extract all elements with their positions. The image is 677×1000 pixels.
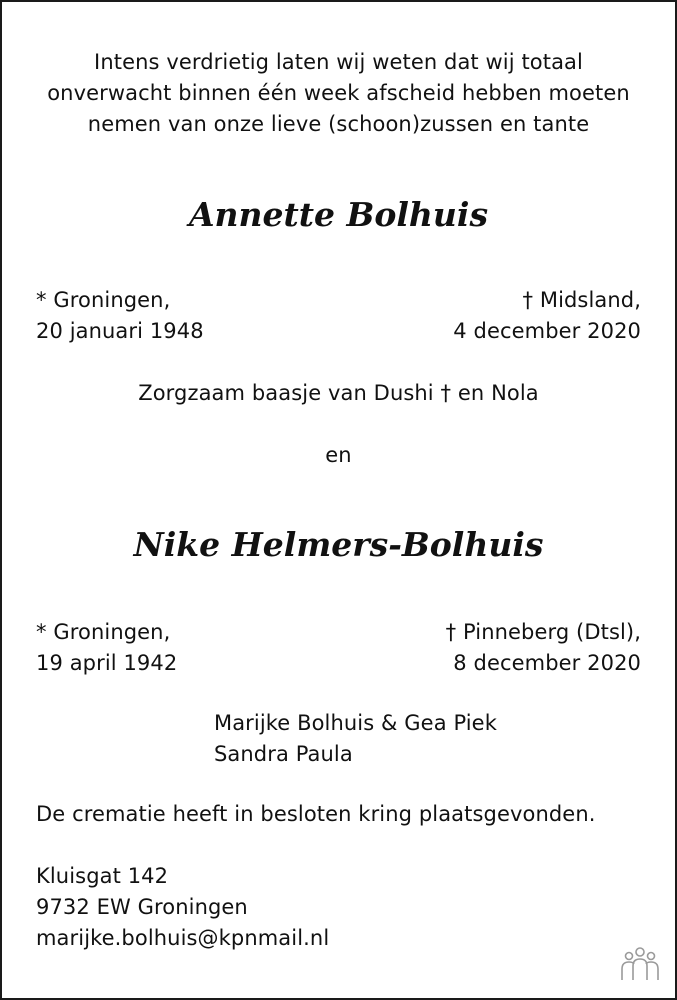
relative-name: Marijke Bolhuis & Gea Piek <box>214 711 497 735</box>
death-date: 8 december 2020 <box>453 651 641 675</box>
cremation-notice: De crematie heeft in besloten kring plaatsgevonden. <box>36 802 596 826</box>
intro-line: onverwacht binnen één week afscheid hebben moeten <box>47 81 630 105</box>
address-city: 9732 EW Groningen <box>36 895 248 919</box>
people-group-icon <box>617 946 663 982</box>
conjunction: en <box>325 443 352 467</box>
relatives <box>214 708 497 770</box>
address-street: Kluisgat 142 <box>36 864 169 888</box>
pet-note: Zorgzaam baasje van Dushi † en Nola <box>138 381 539 405</box>
birth-date: 19 april 1942 <box>36 651 178 675</box>
correspondence-address <box>36 861 329 954</box>
birth-info-2 <box>36 617 177 679</box>
birth-place: * Groningen, <box>36 620 171 644</box>
death-info-1 <box>453 285 641 347</box>
address-email: marijke.bolhuis@kpnmail.nl <box>36 926 330 950</box>
birth-place: * Groningen, <box>36 288 171 312</box>
birth-info-1 <box>36 285 204 347</box>
deceased-name-2: Nike Helmers-Bolhuis <box>133 525 544 564</box>
deceased-name-1: Annette Bolhuis <box>188 195 489 234</box>
death-place: † Midsland, <box>522 288 641 312</box>
intro-line: nemen van onze lieve (schoon)zussen en tante <box>87 112 590 136</box>
death-info-2 <box>446 617 641 679</box>
relative-name: Sandra Paula <box>214 742 353 766</box>
death-place: † Pinneberg (Dtsl), <box>445 620 641 644</box>
intro-text <box>2 47 675 140</box>
intro-line: Intens verdrietig laten wij weten dat wij totaal <box>94 50 583 74</box>
death-date: 4 december 2020 <box>453 319 641 343</box>
birth-date: 20 januari 1948 <box>36 319 204 343</box>
